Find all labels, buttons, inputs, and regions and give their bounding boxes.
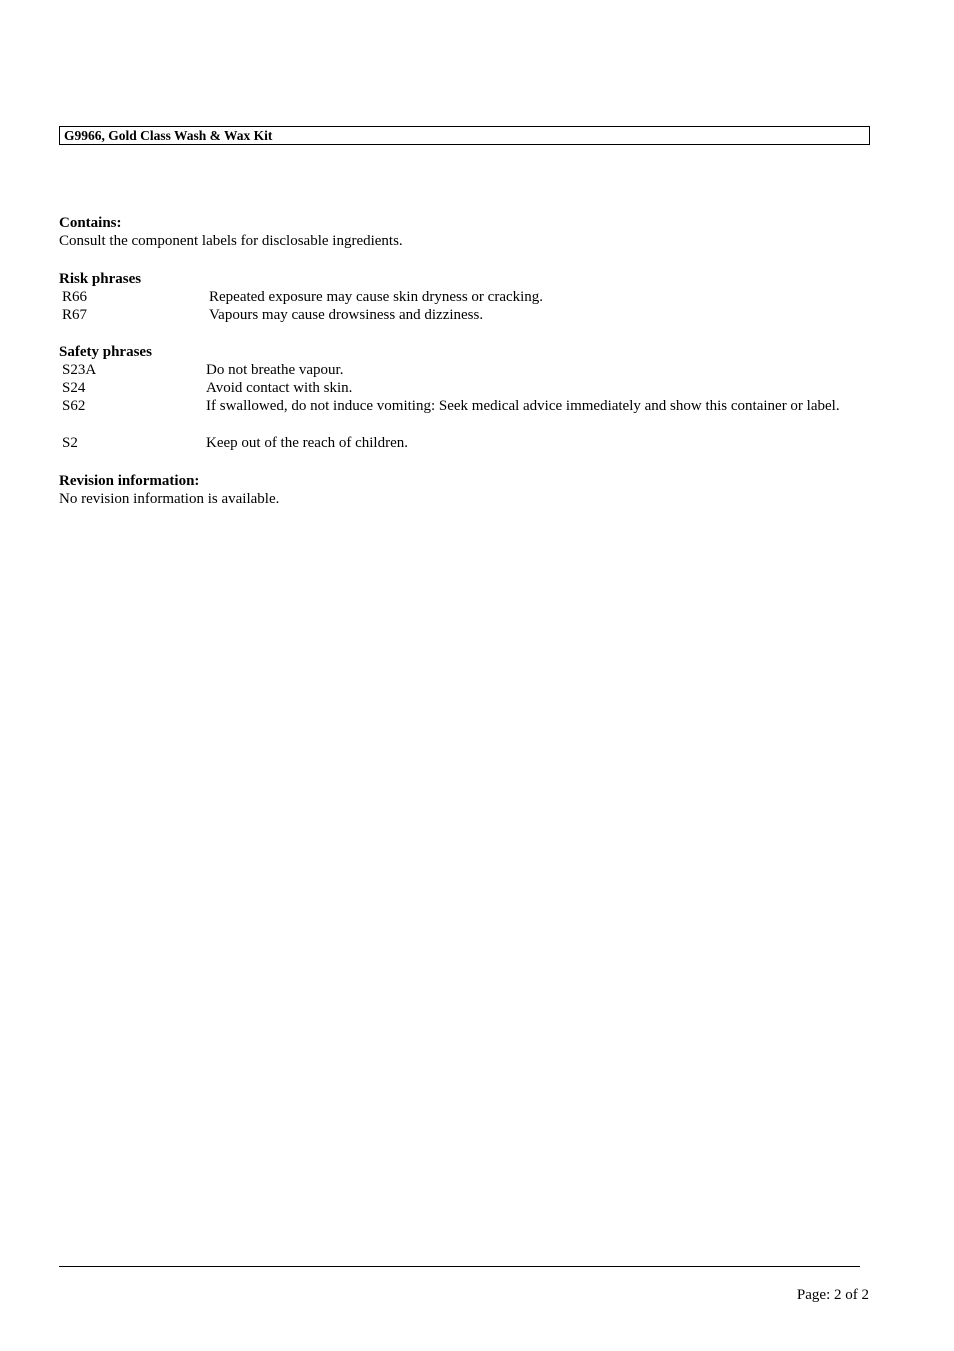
risk-phrase-row bbox=[59, 306, 859, 324]
safety-phrases-heading: Safety phrases bbox=[59, 344, 152, 360]
safety-phrase-row bbox=[59, 397, 859, 434]
safety-phrases-section bbox=[59, 343, 859, 452]
revision-section bbox=[59, 472, 859, 508]
safety-phrase-code: S23A bbox=[62, 362, 97, 378]
safety-phrase-code: S24 bbox=[62, 380, 86, 396]
contains-text: Consult the component labels for disclosable ingredients. bbox=[59, 233, 403, 249]
footer-divider bbox=[59, 1266, 860, 1267]
contains-heading: Contains: bbox=[59, 215, 122, 231]
safety-phrase-code: S2 bbox=[62, 435, 78, 451]
risk-phrase-text: Vapours may cause drowsiness and dizziness. bbox=[209, 307, 484, 323]
risk-phrase-code: R66 bbox=[62, 289, 88, 305]
risk-phrases-section bbox=[59, 270, 859, 324]
safety-phrase-row bbox=[59, 434, 859, 452]
safety-phrase-code: S62 bbox=[62, 398, 86, 414]
risk-phrases-heading: Risk phrases bbox=[59, 271, 142, 287]
document-header bbox=[59, 126, 870, 145]
revision-heading: Revision information: bbox=[59, 473, 200, 489]
revision-text: No revision information is available. bbox=[59, 491, 280, 507]
safety-phrase-text: Do not breathe vapour. bbox=[206, 362, 344, 378]
safety-phrase-text: Keep out of the reach of children. bbox=[206, 435, 408, 451]
contains-section bbox=[59, 214, 859, 250]
risk-phrase-row bbox=[59, 288, 859, 306]
risk-phrase-text: Repeated exposure may cause skin dryness or cracking. bbox=[209, 289, 544, 305]
safety-phrase-row bbox=[59, 361, 859, 379]
risk-phrase-code: R67 bbox=[62, 307, 88, 323]
safety-phrase-text: Avoid contact with skin. bbox=[206, 380, 353, 396]
safety-phrase-row bbox=[59, 379, 859, 397]
page-number: Page: 2 of 2 bbox=[796, 1287, 869, 1303]
safety-phrase-text: If swallowed, do not induce vomiting: Seek medical advice immediately and show this container or label. bbox=[206, 398, 840, 414]
document-title: G9966, Gold Class Wash & Wax Kit bbox=[64, 128, 273, 143]
